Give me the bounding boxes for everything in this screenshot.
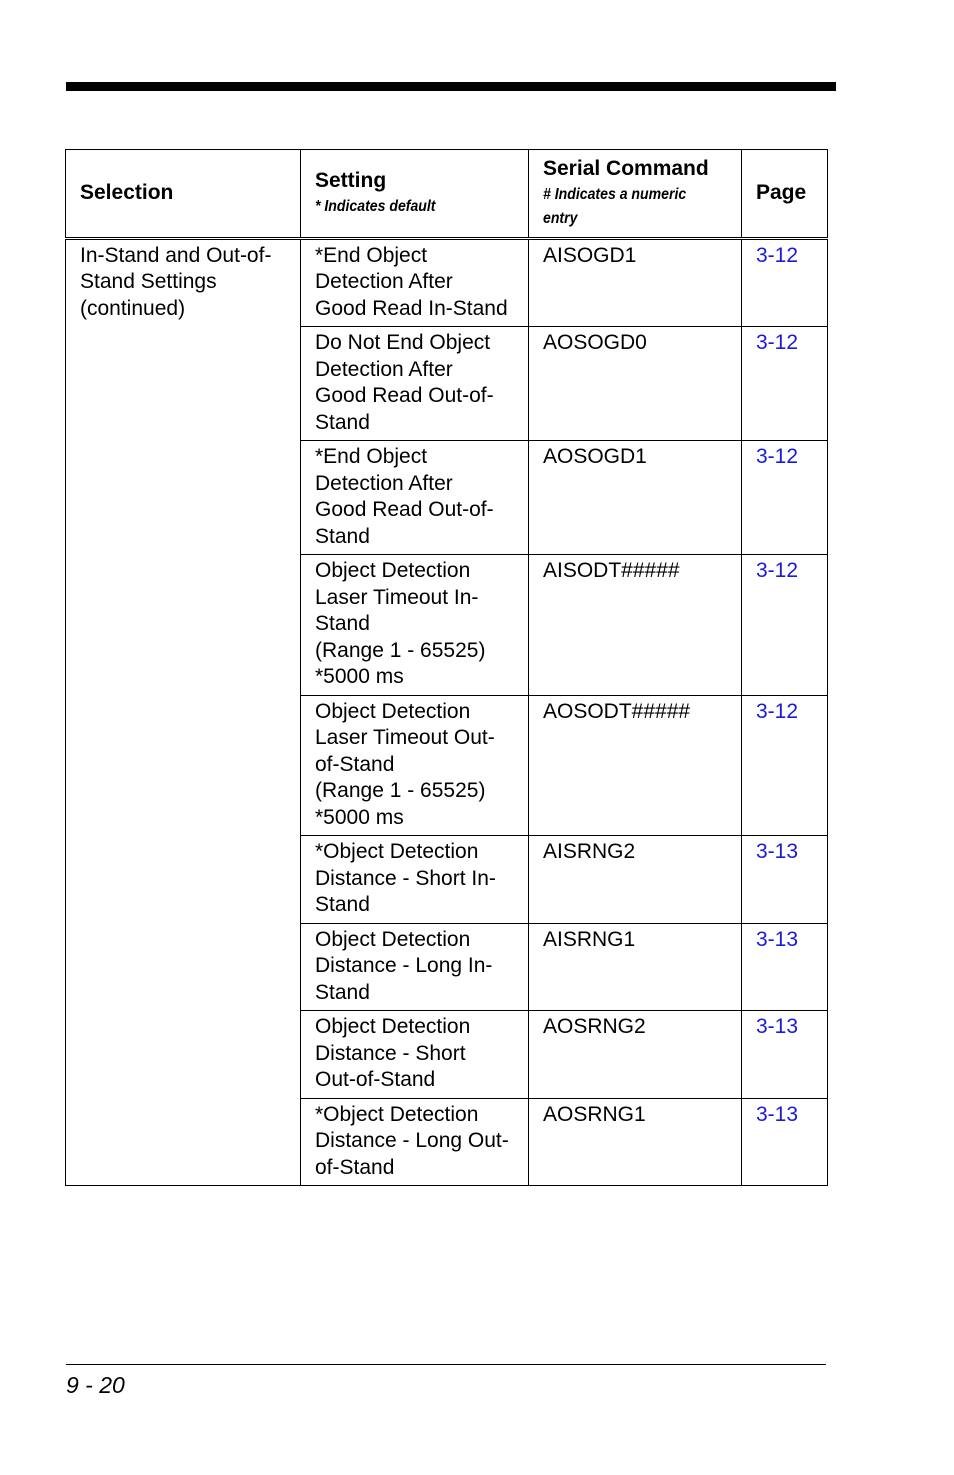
serial-command-cell: AISODT##### bbox=[529, 555, 742, 696]
setting-text: Do Not End Object bbox=[315, 331, 491, 354]
setting-cell bbox=[301, 836, 529, 924]
page-reference-link[interactable]: 3-12 bbox=[756, 699, 799, 723]
page-reference-link[interactable]: 3-13 bbox=[756, 1102, 799, 1126]
page-reference-link[interactable]: 3-13 bbox=[756, 927, 799, 951]
setting-text: *End Object bbox=[315, 243, 428, 267]
setting-text: Laser Timeout In- bbox=[315, 585, 479, 609]
setting-text: Distance - Short bbox=[315, 1041, 466, 1065]
setting-text: Detection After bbox=[315, 357, 453, 381]
setting-text: Good Read In-Stand bbox=[315, 296, 508, 320]
page-cell bbox=[742, 923, 828, 1011]
serial-command-cell: AOSODT##### bbox=[529, 695, 742, 836]
setting-text: Stand bbox=[315, 524, 370, 548]
setting-cell bbox=[301, 238, 529, 327]
page-reference-link[interactable]: 3-13 bbox=[756, 840, 799, 863]
setting-text: *End Object bbox=[315, 445, 428, 468]
setting-text: Good Read Out-of- bbox=[315, 498, 494, 521]
setting-cell bbox=[301, 1011, 529, 1099]
setting-text: *5000 ms bbox=[315, 665, 404, 688]
header-serial-command bbox=[529, 150, 742, 239]
page-cell bbox=[742, 441, 828, 555]
setting-text: Detection After bbox=[315, 471, 453, 495]
serial-command-cell: AOSOGD0 bbox=[529, 327, 742, 441]
setting-text: Object Detection bbox=[315, 699, 471, 723]
serial-command-cell: AOSRNG1 bbox=[529, 1098, 742, 1186]
header-serial-command-label: Serial Command bbox=[543, 157, 709, 180]
serial-command-cell: AISOGD1 bbox=[529, 238, 742, 327]
setting-text: Stand bbox=[315, 980, 370, 1004]
selection-text: Stand Settings bbox=[80, 270, 217, 293]
footer-rule bbox=[66, 1364, 826, 1365]
setting-cell bbox=[301, 695, 529, 836]
setting-text: Stand bbox=[315, 612, 370, 635]
page-reference-link[interactable]: 3-13 bbox=[756, 1015, 799, 1038]
page-cell bbox=[742, 695, 828, 836]
setting-text: *Object Detection bbox=[315, 840, 479, 863]
setting-cell bbox=[301, 327, 529, 441]
header-page: Page bbox=[742, 150, 828, 239]
setting-cell bbox=[301, 923, 529, 1011]
setting-text: *Object Detection bbox=[315, 1102, 479, 1126]
setting-text: of-Stand bbox=[315, 752, 395, 776]
serial-command-cell: AOSOGD1 bbox=[529, 441, 742, 555]
setting-text: Object Detection bbox=[315, 927, 471, 951]
setting-text: Stand bbox=[315, 893, 370, 916]
setting-text: of-Stand bbox=[315, 1155, 395, 1179]
serial-command-table bbox=[65, 149, 828, 1186]
header-setting-label: Setting bbox=[315, 169, 387, 192]
page-reference-link[interactable]: 3-12 bbox=[756, 243, 799, 267]
page-cell bbox=[742, 1011, 828, 1099]
header-serial-note-1: # Indicates a numeric bbox=[543, 185, 687, 203]
setting-text: Good Read Out-of- bbox=[315, 384, 494, 407]
setting-text: Object Detection bbox=[315, 559, 471, 582]
page-number: 9 - 20 bbox=[66, 1372, 125, 1398]
header-setting-note: * Indicates default bbox=[315, 197, 436, 215]
setting-text: Laser Timeout Out- bbox=[315, 726, 495, 749]
header-setting bbox=[301, 150, 529, 239]
table-header-row bbox=[66, 150, 828, 239]
setting-cell bbox=[301, 441, 529, 555]
selection-cell bbox=[66, 238, 301, 1186]
page-reference-link[interactable]: 3-12 bbox=[756, 445, 799, 468]
page-reference-link[interactable]: 3-12 bbox=[756, 331, 799, 354]
serial-command-cell: AOSRNG2 bbox=[529, 1011, 742, 1099]
page-reference-link[interactable]: 3-12 bbox=[756, 559, 799, 582]
setting-text: Detection After bbox=[315, 270, 453, 293]
header-serial-note-2: entry bbox=[543, 209, 578, 227]
setting-text: Distance - Short In- bbox=[315, 866, 496, 890]
page-cell bbox=[742, 238, 828, 327]
page-cell bbox=[742, 327, 828, 441]
setting-text: Object Detection bbox=[315, 1015, 471, 1038]
setting-text: (Range 1 - 65525) bbox=[315, 779, 486, 802]
setting-text: *5000 ms bbox=[315, 805, 404, 829]
selection-text: (continued) bbox=[80, 296, 186, 320]
serial-command-cell: AISRNG1 bbox=[529, 923, 742, 1011]
table-row bbox=[66, 238, 828, 327]
setting-text: (Range 1 - 65525) bbox=[315, 638, 486, 662]
setting-text: Distance - Long In- bbox=[315, 954, 493, 977]
header-selection: Selection bbox=[66, 150, 301, 239]
top-rule bbox=[66, 82, 836, 91]
setting-cell bbox=[301, 555, 529, 696]
serial-command-cell: AISRNG2 bbox=[529, 836, 742, 924]
page-cell bbox=[742, 1098, 828, 1186]
selection-text: In-Stand and Out-of- bbox=[80, 243, 272, 267]
page-cell bbox=[742, 555, 828, 696]
setting-cell bbox=[301, 1098, 529, 1186]
setting-text: Distance - Long Out- bbox=[315, 1129, 509, 1152]
page-cell bbox=[742, 836, 828, 924]
setting-text: Stand bbox=[315, 410, 370, 434]
setting-text: Out-of-Stand bbox=[315, 1068, 436, 1091]
